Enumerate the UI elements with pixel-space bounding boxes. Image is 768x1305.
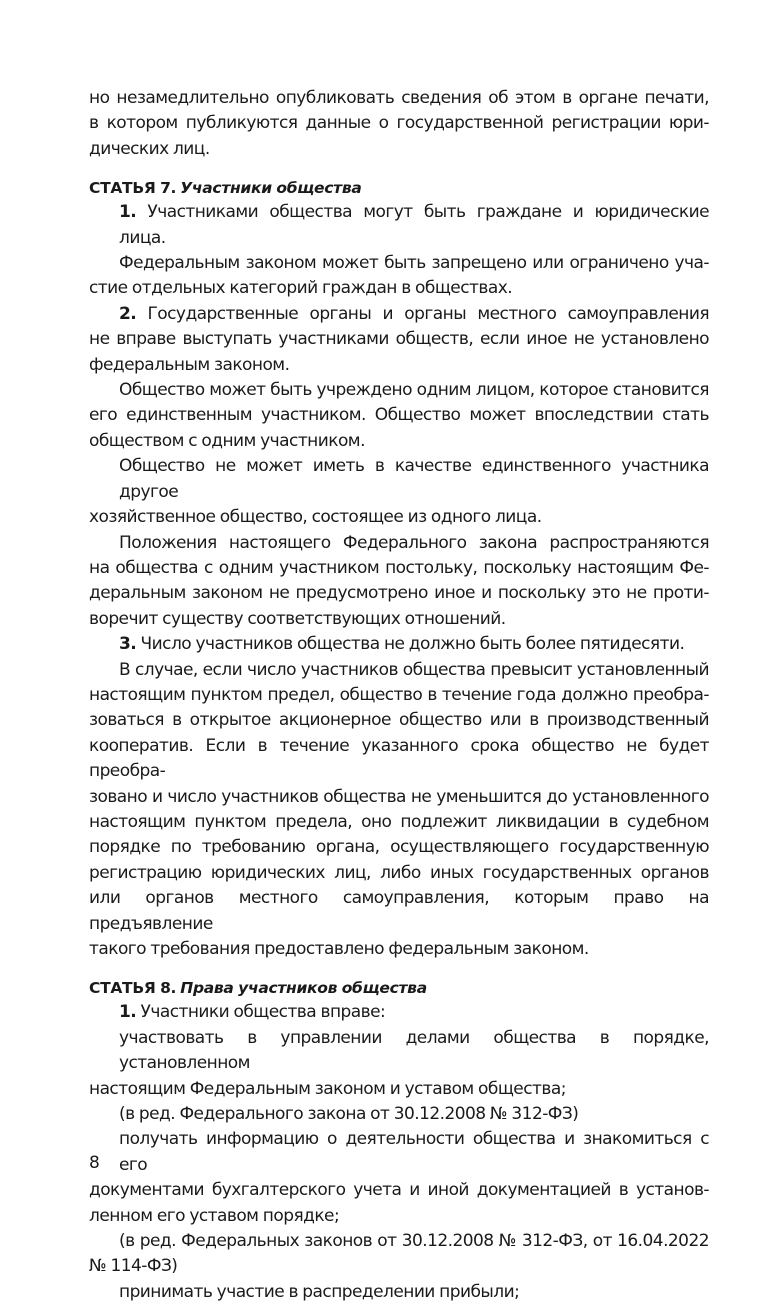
paragraph (89, 1280, 709, 1305)
paragraph (89, 302, 709, 378)
article-label: СТАТЬЯ 7. (89, 179, 177, 198)
text-line: воречит существу соответствующих отношений. (89, 608, 506, 629)
text-line: получать информацию о деятельности общества и знакомиться с его (119, 1129, 709, 1175)
article-7-body (89, 200, 709, 962)
article-8-heading (89, 976, 709, 1000)
text-line: настоящим пунктом предел, общество в течение года должно преобра- (89, 684, 709, 705)
item-number: 2. (119, 303, 137, 324)
paragraph (89, 531, 709, 633)
text-line: деральным законом не предусмотрено иное и поскольку это не проти- (89, 583, 709, 604)
text-line: (в ред. Федерального закона от 30.12.2008 № 312-ФЗ) (119, 1104, 579, 1125)
text-line: Федеральным законом может быть запрещено или ограничено уча- (119, 253, 709, 274)
text-line: на общества с одним участником постольку, поскольку настоящим Фе- (89, 557, 709, 578)
article-label: СТАТЬЯ 8. (89, 979, 177, 998)
text-line: порядке по требованию органа, осуществляющего государственную (89, 837, 709, 858)
text-body (89, 86, 709, 1305)
item-number: 1. (119, 202, 137, 223)
text-line: Положения настоящего Федерального закона распространяются (119, 532, 709, 553)
text-line: стие отдельных категорий граждан в обществах. (89, 278, 513, 299)
text-line: в котором публикуются данные о государственной регистрации юри- (89, 113, 709, 134)
paragraph (89, 1000, 709, 1025)
text-line (89, 200, 709, 251)
text-line: документами бухгалтерского учета и иной документацией в установ- (89, 1180, 709, 1201)
text-line: ленном его уставом порядке; (89, 1205, 340, 1226)
paragraph (89, 454, 709, 530)
article-8-body (89, 1000, 709, 1305)
line-text: Участниками общества могут быть граждане и юридические лица. (119, 202, 709, 248)
text-line: настоящим пунктом предела, оно подлежит ликвидации в судебном (89, 811, 709, 832)
paragraph (89, 1026, 709, 1102)
text-line: дических лиц. (89, 138, 210, 159)
article-7-heading (89, 176, 709, 200)
text-line: участвовать в управлении делами общества в порядке, установленном (119, 1027, 709, 1074)
text-line: зовано и число участников общества не уменьшится до установленного (89, 786, 709, 807)
paragraph (89, 1102, 709, 1127)
page-number: 8 (89, 1153, 100, 1173)
paragraph (89, 658, 709, 963)
article-title: Участники общества (180, 179, 362, 198)
paragraph (89, 251, 709, 302)
text-line: настоящим Федеральным законом и уставом общества; (89, 1078, 566, 1099)
text-line: Общество не может иметь в качестве единственного участника другое (119, 456, 709, 502)
text-line: регистрацию юридических лиц, либо иных государственных органов (89, 862, 709, 883)
text-line (89, 1000, 709, 1025)
text-line: но незамедлительно опубликовать сведения об этом в органе печати, (89, 88, 709, 108)
text-line (89, 302, 709, 327)
paragraph (89, 1229, 709, 1280)
text-line: хозяйственное общество, состоящее из одного лица. (89, 507, 542, 528)
text-line: зоваться в открытое акционерное общество или в производственный (89, 710, 709, 731)
text-line: такого требования предоставлено федеральным законом. (89, 939, 589, 959)
paragraph (89, 632, 709, 657)
line-text: Число участников общества не должно быть более пятидесяти. (140, 634, 685, 655)
text-line: № 114-ФЗ) (89, 1256, 178, 1277)
paragraph (89, 200, 709, 251)
text-line: В случае, если число участников общества превысит установленный (119, 659, 709, 680)
text-line: федеральным законом. (89, 354, 290, 375)
article-title: Права участников общества (180, 979, 427, 998)
item-number: 3. (119, 634, 137, 655)
text-line: (в ред. Федеральных законов от 30.12.2008 № 312-ФЗ, от 16.04.2022 (119, 1231, 709, 1252)
line-text: Государственные органы и органы местного самоуправления (147, 303, 709, 324)
text-line: кооператив. Если в течение указанного срока общество не будет преобра- (89, 735, 709, 782)
paragraph (89, 378, 709, 454)
text-line: его единственным участником. Общество может впоследствии стать (89, 405, 709, 426)
text-line: Общество может быть учреждено одним лицом, которое становится (119, 380, 709, 401)
text-line (89, 632, 709, 657)
continuation-paragraph (89, 86, 709, 162)
line-text: Участники общества вправе: (140, 1002, 386, 1023)
text-line: не вправе выступать участниками обществ, если иное не установлено (89, 329, 709, 350)
text-line: принимать участие в распределении прибыли; (119, 1281, 520, 1302)
paragraph (89, 1127, 709, 1229)
text-line: обществом с одним участником. (89, 430, 365, 451)
item-number: 1. (119, 1002, 137, 1023)
text-line: или органов местного самоуправления, которым право на предъявление (89, 888, 709, 934)
